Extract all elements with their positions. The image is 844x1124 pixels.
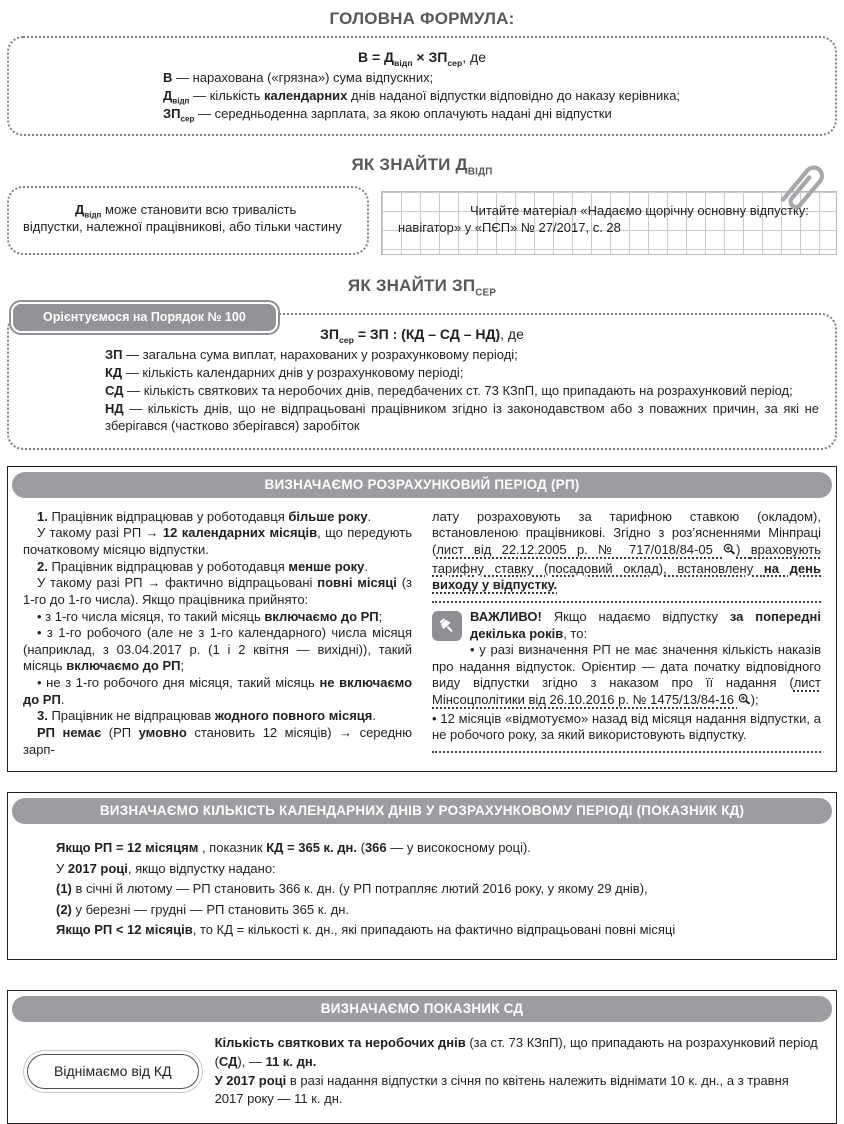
rp-item-3-detail: РП немає (РП умовно становить 12 місяців) → середню зарп- [23, 724, 412, 757]
sd-section-header: ВИЗНАЧАЄМО ПОКАЗНИК СД [12, 996, 832, 1022]
kd-section [7, 792, 837, 960]
pushpin-icon [432, 611, 462, 641]
rp-section-header: ВИЗНАЧАЄМО РОЗРАХУНКОВИЙ ПЕРІОД (РП) [12, 472, 832, 498]
magnifier-icon[interactable] [738, 693, 751, 711]
dvidp-title: ЯК ЗНАЙТИ $Д_{ВІДП}$ [351, 154, 493, 178]
definition-v: В — нарахована («грязна») сума відпускних; [163, 70, 434, 86]
kd-section-header: ВИЗНАЧАЄМО КІЛЬКІСТЬ КАЛЕНДАРНИХ ДНІВ У РОЗРАХУНКОВОМУ ПЕРІОДІ (ПОКАЗНИК КД) [12, 798, 832, 824]
important-bullet-1: • у разі визначення РП не має значення кількість наказів про надання відпусток. Орієнтир — дата початку відповідного виду відпустки згідно з наказом про її надання (лист Мінсоцполітики від 26.10.2016 р. № 1475/13/84-16 ); [432, 642, 821, 711]
kd-line-3: (1) в січні й лютому — РП становить 366 к. дн. (у РП потрапляє лютий 2016 року, у якому 29 днів), [56, 881, 648, 897]
rp-item-3: 3. Працівник не відпрацював жодного повного місяця. [37, 708, 376, 724]
sd-line-1: Кількість святкових та неробочих днів (за ст. 73 КЗпП), що припадають на розрахунковий період (СД), — 11 к. дн. [214, 1034, 818, 1069]
rp-left-column [23, 509, 412, 758]
subtract-from-kd-badge: Віднімаємо від КД [27, 1054, 199, 1089]
rp-item-2: 2. Працівник відпрацював у роботодавця менше року. [37, 558, 368, 574]
dvidp-row [7, 186, 837, 255]
zpser-title: ЯК ЗНАЙТИ $ЗП_{СЕР}$ [347, 276, 497, 299]
sd-section [7, 990, 837, 1124]
kd-line-2: У 2017 році, якщо відпустку надано: [56, 860, 276, 876]
rp-item-1: 1. Працівник відпрацював у роботодавця більше року. [37, 508, 372, 524]
important-intro: ВАЖЛИВО! Якщо надаємо відпустку за попередні декілька років, то: [470, 608, 821, 641]
order-100-badge: Орієнтуємося на Порядок № 100 [11, 302, 278, 333]
dvidp-text: $Д_{відп}$ може становити всю тривалість відпустки, належної працівникові, або тільки частину [23, 202, 342, 234]
definition-sd: СД — кількість святкових та неробочих днів, передбачених ст. 73 КЗпП, що припадають на розрахунковий період; [105, 383, 793, 399]
rp-bullet-2: • з 1-го робочого (але не з 1-го календарного) числа місяця (наприклад, з 03.04.2017 р. (1 і 2 квітня — вихідні)), такий місяць включаємо до РП; [23, 625, 412, 674]
magnifier-icon[interactable] [723, 543, 736, 561]
zpser-definitions [25, 347, 819, 434]
dvidp-box [7, 186, 369, 255]
main-formula: $В = Д_{відп} \times ЗП_{сер}$, де [357, 49, 486, 68]
rp-bullet-3: • не з 1-го робочого дня місяця, такий місяць не включаємо до РП. [23, 675, 413, 707]
rp-columns [8, 498, 836, 771]
kd-body [8, 824, 836, 959]
definition-dvidp: $Д_{відп}$ — кількість календарних днів наданої відпустки відповідно до наказу керівника; [163, 88, 681, 106]
main-formula-box [7, 36, 837, 136]
rp-right-column [432, 509, 821, 758]
rp-right-intro: лату розраховують за тарифною ставкою (окладом), встановленою працівникові. Згідно з роз’ясненнями Мінпраці (лист від 22.12.2005 р. № 717/018/84-05 ) враховують тарифну ставку (посадовий оклад), встановлену на день виходу у відпустку. [432, 508, 821, 593]
zpser-formula: $ЗП_{сер}$ = ЗП : (КД – СД – НД), де [320, 326, 524, 345]
rp-item-2-detail: У такому разі РП → фактично відпрацьовані повні місяці (з 1-го до 1-го числа). Якщо працівника прийнято: [23, 575, 413, 607]
zpser-box [7, 310, 837, 450]
sd-text [215, 1034, 820, 1109]
rp-bullet-1: • з 1-го числа місяця, то такий місяць включаємо до РП; [37, 608, 383, 624]
kd-line-5: Якщо РП < 12 місяців, то КД = кількості к. дн., які припадають на фактично відпрацьовані повні місяці [56, 922, 676, 938]
reference-note-text: Читайте матеріал «Надаємо щорічну основну відпустку: навігатор» у «ПЄП» № 27/2017, с. 28 [398, 203, 809, 235]
kd-line-1: Якщо РП = 12 місяцям , показник КД = 365 к. дн. (366 — у високосному році). [56, 840, 531, 856]
kd-line-4: (2) у березні — грудні — РП становить 365 к. дн. [56, 901, 350, 917]
rp-item-1-detail: У такому разі РП → 12 календарних місяців, що передують початковому місяцю відпустки. [23, 525, 412, 558]
main-formula-definitions [25, 70, 819, 123]
main-formula-title: ГОЛОВНА ФОРМУЛА: [329, 9, 515, 28]
important-note [432, 601, 821, 753]
definition-zpser: $ЗП_{сер}$ — середньоденна зарплата, за якою оплачують надані дні відпустки [163, 106, 612, 124]
paperclip-icon [780, 158, 822, 229]
rp-section [7, 466, 837, 772]
definition-kd: КД — кількість календарних днів у розрахунковому періоді; [105, 365, 464, 381]
definition-zp: ЗП — загальна сума виплат, нарахованих у розрахунковому періоді; [105, 347, 518, 363]
important-bullet-2: • 12 місяців «відмотуємо» назад від місяця надання відпустки, а не робочого року, за який використовують відпустку. [432, 710, 821, 743]
sd-line-2: У 2017 році в разі надання відпустки з січня по квітень належить віднімати 10 к. дн., а з травня 2017 року — 11 к. дн. [214, 1072, 789, 1107]
reference-note [381, 191, 837, 255]
sd-body [8, 1022, 836, 1123]
definition-nd: НД — кількість днів, що не відпрацьовані працівником згідно із законодавством або з поважних причин, за які не зберігався (частково зберігався) заробіток [105, 401, 819, 433]
